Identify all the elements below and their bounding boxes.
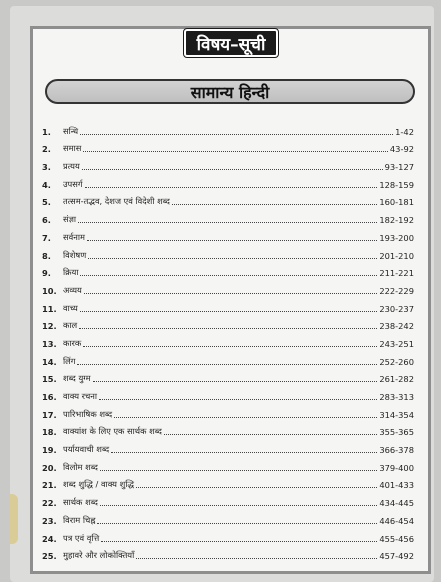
toc-entry[interactable] [42, 296, 414, 314]
toc-entry[interactable] [42, 331, 414, 349]
toc-entry-pages: 93-127 [384, 162, 414, 173]
toc-entry-pages: 201-210 [379, 250, 414, 261]
toc-entry[interactable] [42, 437, 414, 455]
toc-entry-number: 6. [42, 215, 51, 226]
toc-entry-number: 5. [42, 197, 51, 208]
toc-leader-dots [100, 470, 377, 471]
toc-entry-number: 19. [42, 445, 57, 456]
toc-entry[interactable] [42, 402, 414, 420]
toc-entry-label: तत्सम-तद्भव, देशज एवं विदेशी शब्द [63, 196, 170, 207]
toc-entry-number: 11. [42, 303, 57, 314]
toc-entry-number: 15. [42, 374, 57, 385]
toc-entry-label: मुहावरे और लोकोक्तियाँ [63, 550, 135, 561]
toc-entry-label: शब्द युग्म [63, 373, 91, 384]
toc-entry-number: 4. [42, 179, 51, 190]
toc-entry-label: संज्ञा [63, 214, 77, 225]
toc-entry-label: वाक्य रचना [63, 391, 98, 401]
toc-entry[interactable] [42, 367, 414, 385]
toc-leader-dots [85, 187, 378, 188]
toc-entry[interactable] [42, 190, 414, 208]
toc-entry-label: समास [63, 143, 82, 154]
toc-entry-pages: 182-192 [379, 215, 414, 226]
toc-entry[interactable] [42, 544, 414, 562]
toc-entry-number: 16. [42, 392, 57, 402]
toc-entry[interactable] [42, 349, 414, 367]
toc-entry-pages: 457-492 [379, 551, 414, 562]
toc-entry[interactable] [42, 207, 414, 225]
toc-entry-label: लिंग [63, 355, 76, 366]
toc-entry-pages: 261-282 [379, 374, 414, 385]
toc-entry-pages: 222-229 [379, 285, 414, 296]
page-sheet [10, 6, 434, 582]
page-title [184, 29, 278, 57]
toc-entry-label: वाच्य [63, 302, 78, 313]
toc-leader-dots [172, 204, 377, 205]
toc-entry-pages: 366-378 [379, 445, 414, 456]
toc-entry-label: विराम चिह्न [63, 514, 96, 525]
toc-entry-pages: 314-354 [379, 409, 414, 420]
toc-entry-label: काल [63, 320, 78, 331]
toc-leader-dots [79, 328, 377, 329]
toc-entry[interactable] [42, 261, 414, 279]
toc-entry[interactable] [42, 278, 414, 296]
toc-entry-number: 13. [42, 338, 57, 349]
toc-entry-number: 9. [42, 268, 51, 279]
toc-entry-number: 10. [42, 285, 57, 296]
toc-entry[interactable] [42, 526, 414, 544]
toc-entry-pages: 434-445 [379, 498, 414, 509]
toc-leader-dots [77, 364, 377, 365]
toc-entry-pages: 160-181 [379, 197, 414, 208]
toc-leader-dots [100, 505, 377, 506]
toc-leader-dots [93, 381, 378, 382]
toc-entry-number: 22. [42, 498, 57, 509]
toc-leader-dots [80, 134, 393, 135]
toc-entry-number: 8. [42, 250, 51, 261]
toc-entry-pages: 230-237 [379, 303, 414, 314]
toc-entry-pages: 43-92 [389, 144, 414, 155]
toc-leader-dots [136, 558, 377, 559]
toc-entry-label: शब्द शुद्धि / वाक्य शुद्धि [63, 479, 135, 490]
toc-leader-dots [87, 240, 377, 241]
toc-leader-dots [80, 311, 377, 312]
toc-entry-pages: 379-400 [379, 462, 414, 473]
toc-entry[interactable] [42, 243, 414, 261]
toc-entry-pages: 252-260 [379, 356, 414, 367]
toc-leader-dots [97, 523, 377, 524]
toc-entry-number: 1. [42, 126, 51, 137]
toc-leader-dots [83, 346, 377, 347]
toc-leader-dots [84, 293, 378, 294]
toc-entry-label: पर्यायवाची शब्द [63, 444, 110, 455]
toc-entry-pages: 193-200 [379, 232, 414, 243]
toc-entry-label: सर्वनाम [63, 231, 85, 242]
toc-entry-pages: 283-313 [379, 392, 414, 402]
toc-leader-dots [88, 258, 377, 259]
toc-leader-dots [78, 222, 377, 223]
toc-entry-label: विलोम शब्द [63, 461, 98, 472]
toc-entry-number: 21. [42, 480, 57, 491]
toc-entry-number: 3. [42, 162, 51, 173]
book-binding-edge [10, 494, 18, 544]
toc-entry[interactable] [42, 384, 414, 402]
section-title: सामान्य हिन्दी [190, 82, 270, 102]
toc-entry-number: 14. [42, 356, 57, 367]
toc-entry-pages: 1-42 [395, 126, 414, 137]
toc-entry-label: विशेषण [63, 249, 87, 260]
toc-leader-dots [83, 151, 388, 152]
toc-entry[interactable] [42, 490, 414, 508]
toc-entry[interactable] [42, 154, 414, 172]
toc-entry-label: पत्र एवं वृत्ति [63, 532, 100, 543]
toc-entry-label: उपसर्ग [63, 178, 83, 189]
toc-leader-dots [80, 275, 377, 276]
toc-entry-label: पारिभाषिक शब्द [63, 408, 113, 419]
toc-entry[interactable] [42, 172, 414, 190]
toc-entry-number: 25. [42, 551, 57, 562]
toc-entry-pages: 238-242 [379, 321, 414, 332]
toc-entry-pages: 128-159 [379, 179, 414, 190]
toc-leader-dots [111, 452, 377, 453]
toc-entry-label: क्रिया [63, 267, 79, 278]
toc-entry-number: 18. [42, 427, 57, 438]
table-of-contents [42, 119, 414, 561]
toc-entry-label: सार्थक शब्द [63, 497, 98, 508]
toc-entry-number: 24. [42, 533, 57, 544]
toc-leader-dots [136, 487, 377, 488]
toc-entry-pages: 455-456 [379, 533, 414, 544]
toc-entry[interactable] [42, 420, 414, 438]
toc-entry[interactable] [42, 473, 414, 491]
toc-entry-number: 17. [42, 409, 57, 420]
toc-entry[interactable] [42, 119, 414, 137]
toc-entry-number: 2. [42, 144, 51, 155]
toc-leader-dots [114, 417, 377, 418]
toc-entry-number: 23. [42, 515, 57, 526]
toc-entry[interactable] [42, 137, 414, 155]
toc-leader-dots [99, 399, 377, 400]
toc-entry-label: अव्यय [63, 284, 82, 295]
toc-entry-number: 12. [42, 321, 57, 332]
toc-entry-label: वाक्यांश के लिए एक सार्थक शब्द [63, 426, 162, 437]
page-title-text: विषय–सूची [196, 34, 266, 55]
toc-entry-label: कारक [63, 337, 82, 348]
section-banner [45, 79, 415, 104]
toc-leader-dots [164, 434, 377, 435]
toc-entry-pages: 243-251 [379, 338, 414, 349]
toc-entry-label: सन्धि [63, 125, 79, 136]
toc-entry[interactable] [42, 508, 414, 526]
toc-entry-pages: 355-365 [379, 427, 414, 438]
toc-leader-dots [82, 169, 383, 170]
toc-entry-label: प्रत्यय [63, 161, 80, 172]
toc-entry[interactable] [42, 225, 414, 243]
toc-entry-number: 7. [42, 232, 51, 243]
toc-entry-number: 20. [42, 462, 57, 473]
toc-entry-pages: 401-433 [379, 480, 414, 491]
toc-entry-pages: 211-221 [379, 268, 414, 279]
toc-entry[interactable] [42, 314, 414, 332]
toc-entry[interactable] [42, 455, 414, 473]
toc-entry-pages: 446-454 [379, 515, 414, 526]
toc-leader-dots [101, 541, 377, 542]
